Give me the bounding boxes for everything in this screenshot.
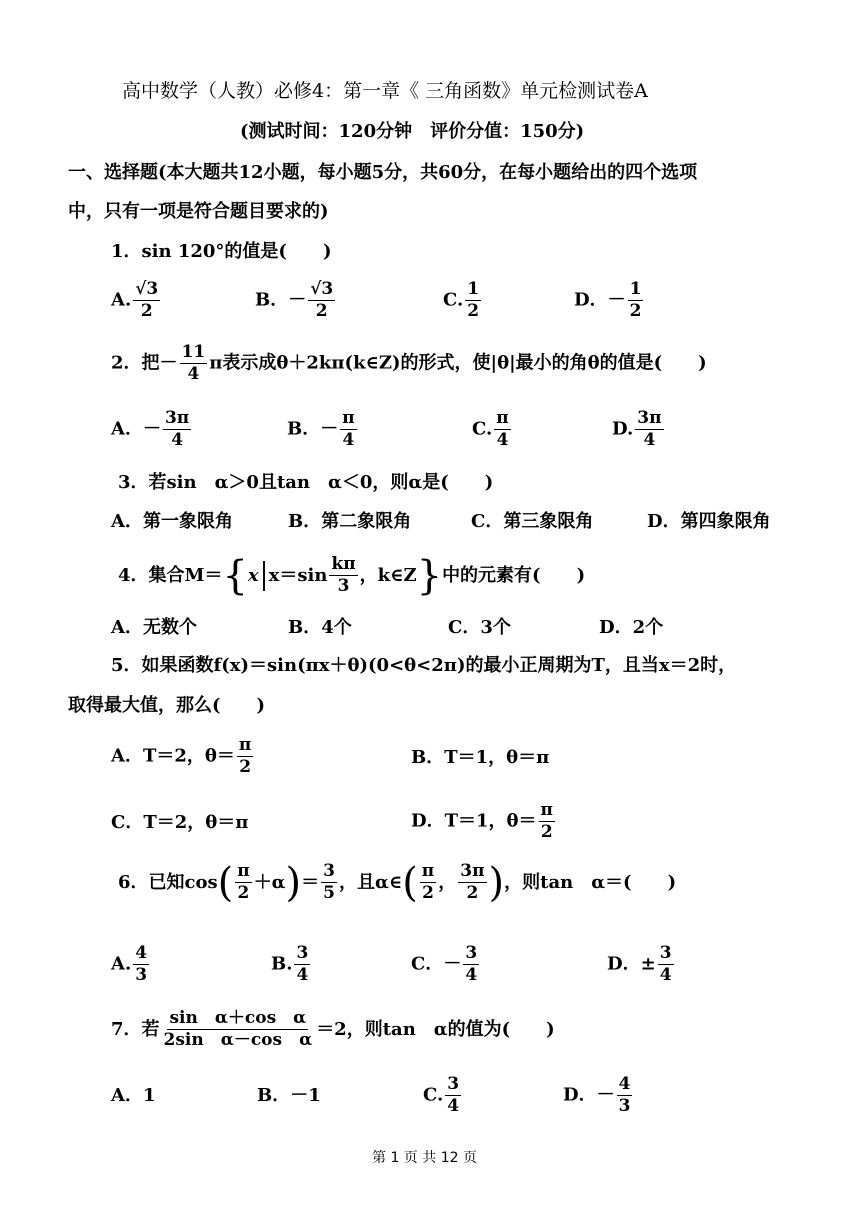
q4-option-d: D．2个 [599, 617, 664, 638]
page-title: 高中数学（人教）必修4：第一章《 三角函数》单元检测试卷A [122, 80, 648, 102]
question-6-stem: 6．已知cos ( $\frac{\pi}{2}$ ＋α ) ＝ $\frac{3}{5}$ ，且α∈ ( $\frac{\pi}{2}$ ， $\frac{3\pi}{2}$ ) ，则tan α＝( ) [118, 859, 677, 906]
section-desc-line2: 中，只有一项是符合题目要求的) [68, 201, 329, 222]
q5-option-b: B．T＝1，θ＝π [411, 747, 550, 768]
q1-option-c: C. $\frac{1}{2}$ [443, 279, 480, 321]
q3-option-b: B．第二象限角 [288, 511, 412, 532]
q7-option-c: C. $\frac{3}{4}$ [423, 1074, 460, 1116]
q2-option-d: D. $\frac{3\pi}{4}$ [612, 408, 662, 450]
q7-option-d: D．－ $\frac{4}{3}$ [563, 1074, 631, 1116]
q4-option-b: B．4个 [288, 617, 352, 638]
set-right-brace: } [416, 552, 443, 599]
section-desc: (本大题共12小题，每小题5分，共60分，在每小题给出的四个选项 [158, 162, 698, 183]
q6-option-a: A. $\frac{4}{3}$ [111, 943, 148, 985]
section-heading [68, 162, 697, 184]
q2-option-a: A．－ $\frac{3\pi}{4}$ [111, 408, 190, 450]
page-footer: 第 1 页 共 12 页 [372, 1150, 477, 1166]
q3-option-a: A．第一象限角 [111, 511, 233, 532]
question-4-stem: 4．集合M＝ { x x＝sin $\frac{k\pi}{3}$ ，k∈Z } 中的元素有( ) [118, 552, 586, 599]
q6-option-c: C．－ $\frac{3}{4}$ [411, 943, 478, 985]
question-2-stem: 2．把－ $\frac{11}{4}$ π表示成θ＋2kπ(k∈Z)的形式，使|θ|最小的角θ的值是( ) [111, 342, 707, 384]
q5-option-d: D．T＝1，θ＝ $\frac{\pi}{2}$ [411, 800, 553, 842]
page-subtitle: (测试时间：120分钟 评价分值：150分) [240, 121, 585, 142]
question-7-stem: 7．若 $\frac{\text{sin α＋cos α}}{\text{2sin α－cos α}}$ ＝2，则tan α的值为( ) [111, 1008, 555, 1050]
q3-option-c: C．第三象限角 [471, 511, 594, 532]
q1-option-b: B．－ $\frac{√3}{2}$ [255, 279, 334, 321]
question-5-stem-line2: 取得最大值，那么( ) [68, 695, 266, 716]
q1-option-a: A. $\frac{√3}{2}$ [111, 279, 159, 321]
question-5-stem-line1: 5．如果函数f(x)＝sin(πx＋θ)(0<θ<2π)的最小正周期为T，且当x＝2时， [111, 655, 737, 676]
q2-option-b: B．－ $\frac{\pi}{4}$ [287, 408, 355, 450]
q7-option-a: A．1 [111, 1085, 156, 1106]
q3-option-d: D．第四象限角 [647, 511, 771, 532]
q6-option-b: B. $\frac{3}{4}$ [271, 943, 309, 985]
question-3-stem: 3．若sin α＞0且tan α＜0，则α是( ) [118, 472, 494, 493]
q7-option-b: B．－1 [257, 1085, 321, 1106]
q6-option-d: D．± $\frac{3}{4}$ [607, 943, 672, 985]
q1-option-d: D．－ $\frac{1}{2}$ [574, 279, 642, 321]
q4-option-c: C．3个 [448, 617, 511, 638]
q2-option-c: C. $\frac{\pi}{4}$ [472, 408, 509, 450]
question-1-stem: 1．sin 120°的值是( ) [111, 241, 332, 262]
q4-option-a: A．无数个 [111, 617, 197, 638]
set-bar [263, 561, 265, 591]
section-title: 一、选择题 [68, 162, 158, 183]
set-left-brace: { [222, 552, 248, 599]
q5-option-a: A．T＝2，θ＝ $\frac{\pi}{2}$ [111, 735, 252, 777]
q5-option-c: C．T＝2，θ＝π [111, 812, 249, 833]
